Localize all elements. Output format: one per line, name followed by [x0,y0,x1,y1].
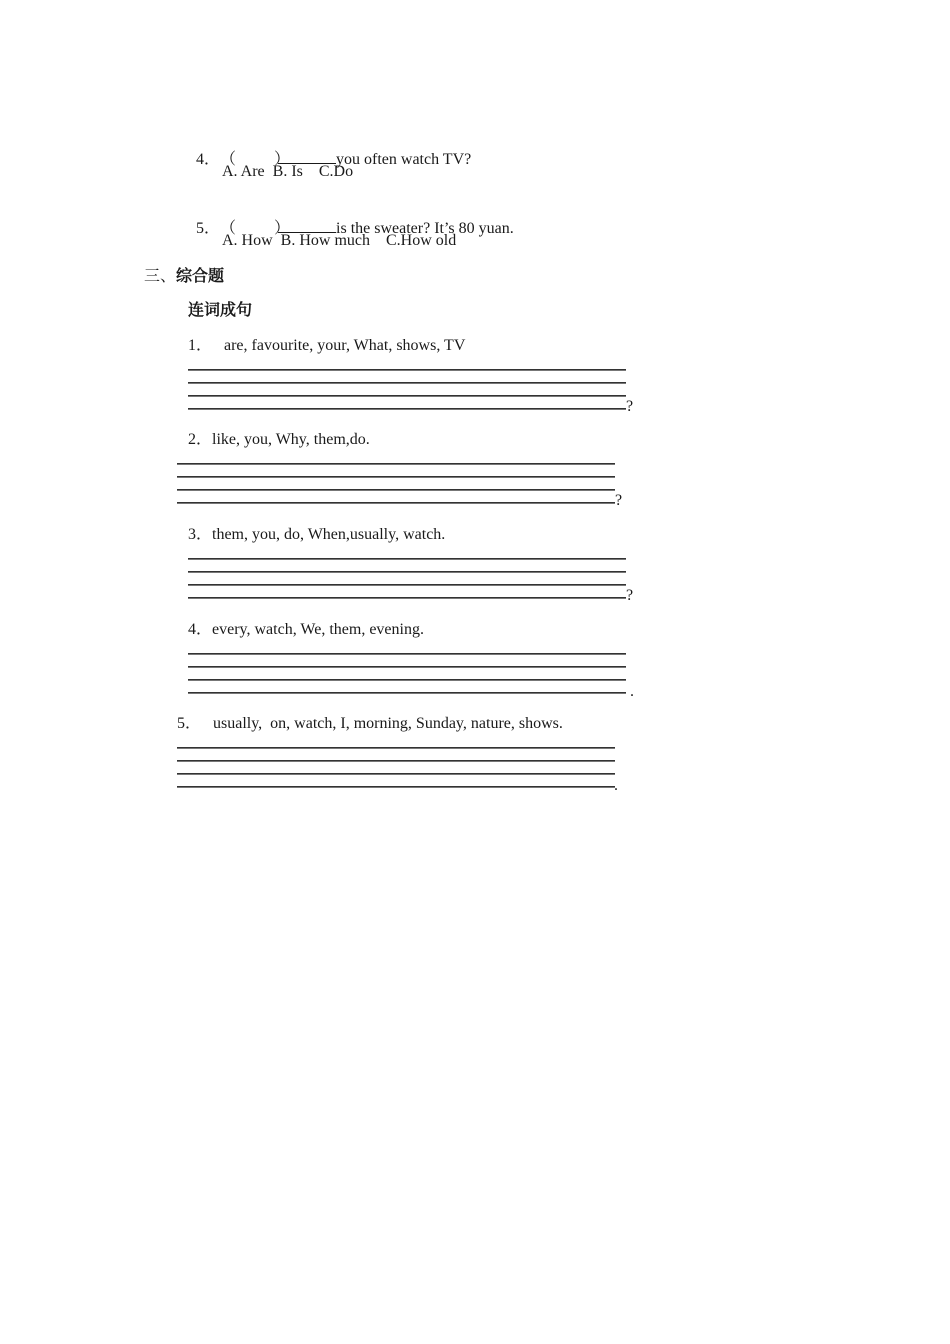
answer-line [188,666,626,668]
exercise-5-answer-lines[interactable] [177,747,617,789]
answer-line [177,747,615,749]
question-5-options: A. How B. How much C.How old [222,232,457,249]
answer-line [188,692,626,694]
answer-line [188,395,626,397]
answer-line [177,489,615,491]
answer-line [188,558,626,560]
exercise-3-answer-lines[interactable] [188,558,628,600]
exercise-1-end-mark: ? [626,398,634,415]
section-subheading: 连词成句 [188,302,253,319]
answer-line [177,786,615,788]
answer-line [177,463,615,465]
exercise-5-end-mark: . [614,777,618,794]
answer-line [177,773,615,775]
question-4-stem: you often watch TV? [336,151,472,168]
exercise-4-end-mark: . [630,683,634,700]
answer-paren: （ ） [220,220,291,237]
exercise-2-prompt: 2．like, you, Why, them,do. [188,431,370,448]
answer-paren: （ ） [220,151,291,168]
question-4-options: A. Are B. Is C.Do [222,163,354,180]
exercise-1-answer-lines[interactable] [188,369,628,411]
answer-line [177,760,615,762]
exercise-3-prompt: 3．them, you, do, When,usually, watch. [188,526,446,543]
question-4-number: 4． [196,151,221,168]
section-title: 综合题 [176,268,225,285]
answer-line [188,382,626,384]
section-heading [144,267,224,287]
answer-line [188,571,626,573]
answer-line [188,597,626,599]
question-5-number: 5． [196,220,221,237]
answer-line [188,408,626,410]
answer-line [188,369,626,371]
exercise-1-prompt: 1． are, favourite, your, What, shows, TV [188,337,466,354]
answer-line [177,502,615,504]
answer-line [188,679,626,681]
question-5-stem: is the sweater? It’s 80 yuan. [336,220,514,237]
answer-line [188,584,626,586]
exercise-4-answer-lines[interactable] [188,653,628,695]
exercise-5-prompt: 5． usually, on, watch, I, morning, Sunday, nature, shows. [177,715,563,732]
exercise-4-prompt: 4．every, watch, We, them, evening. [188,621,424,638]
exercise-2-end-mark: ? [615,492,623,509]
section-number: 三、 [144,268,177,285]
exercise-2-answer-lines[interactable] [177,463,617,505]
answer-line [188,653,626,655]
answer-line [177,476,615,478]
exercise-3-end-mark: ? [626,587,634,604]
